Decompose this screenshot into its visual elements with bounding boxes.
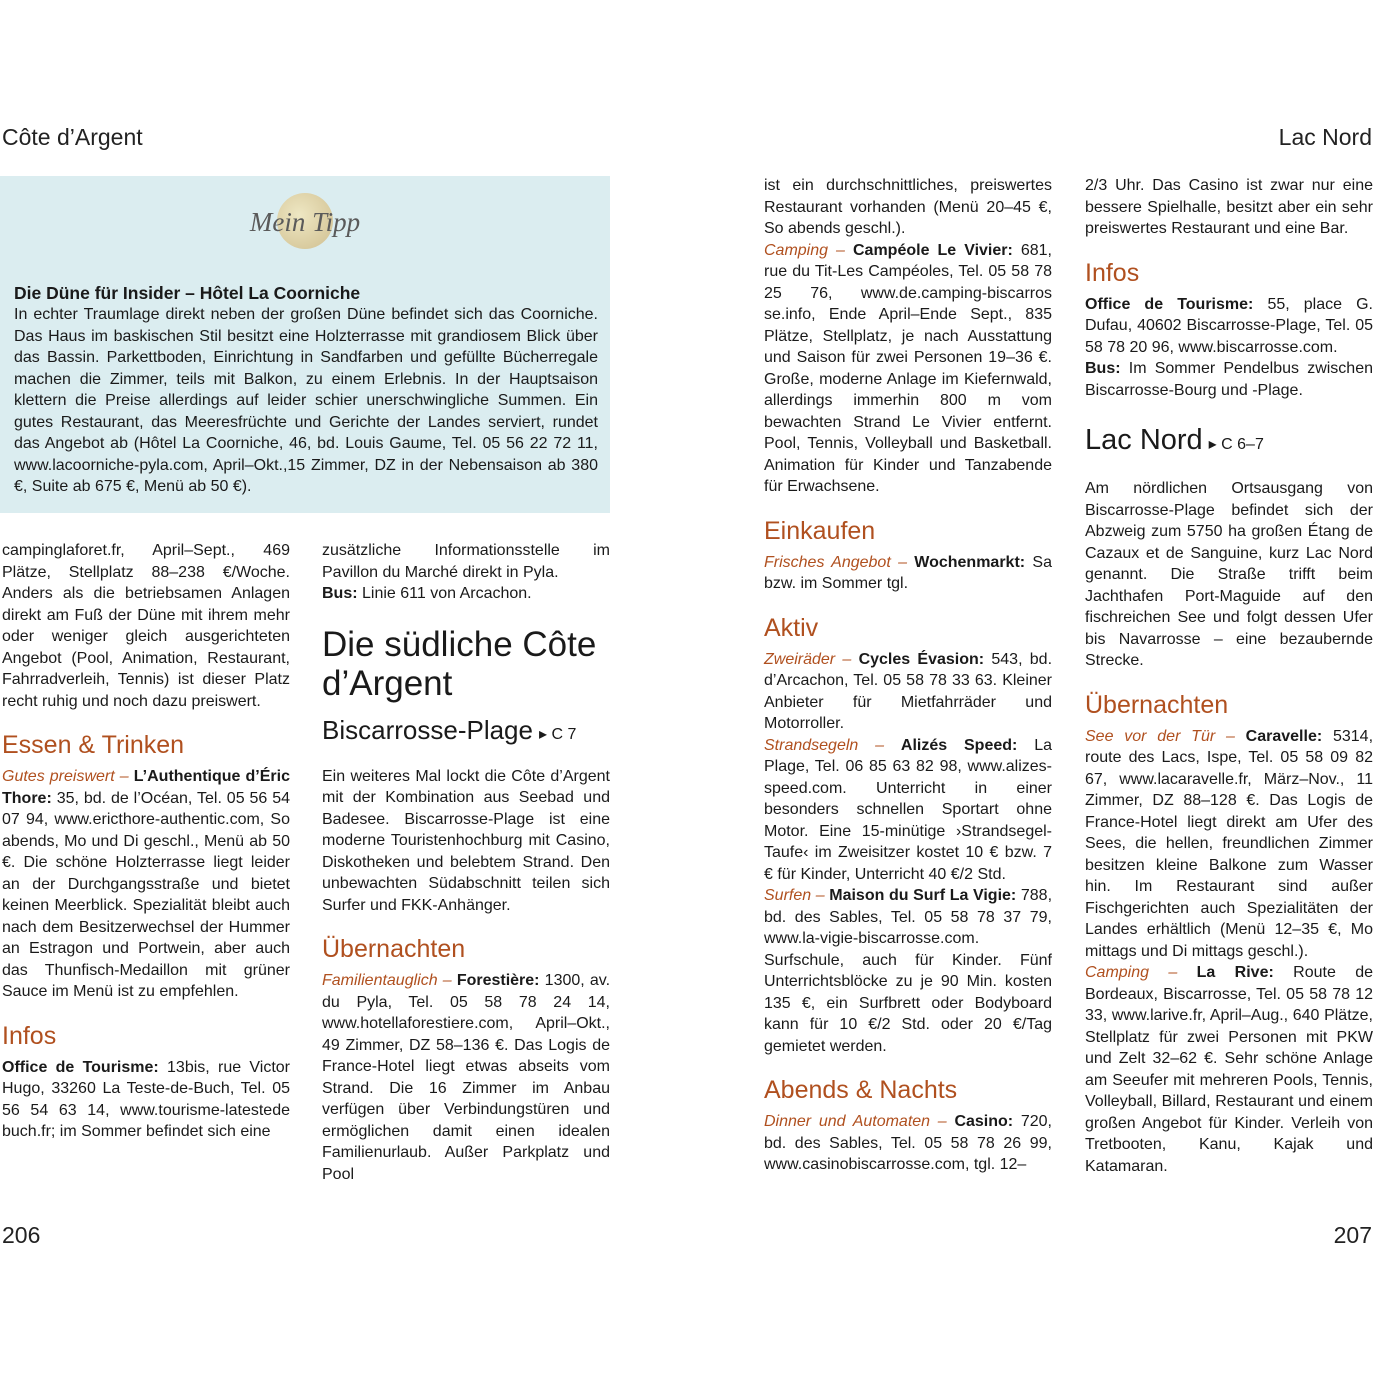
chapter-title: Die südliche Côte d’Argent: [322, 624, 597, 703]
heading-infos-lac: Infos: [1085, 258, 1140, 287]
uebernachten-lac-entry-2: [1085, 962, 1373, 1177]
bus-lac-text: Im Sommer Pendelbus zwischen Biscarrosse-Bourg und -Plage.: [1085, 360, 1373, 399]
camping-name: Campéole Le Vivier:: [853, 241, 1013, 259]
heading-einkaufen: Einkaufen: [764, 516, 876, 545]
essen-category: Gutes preiswert –: [2, 768, 129, 785]
mein-tipp-logo: [245, 193, 365, 253]
aktiv-entry-3: [764, 885, 1052, 1057]
heading-abends-nachts: Abends & Nachts: [764, 1076, 958, 1104]
uebernachten-text: 1300, av. du Pyla, Tel. 05 58 78 24 14, www.hotellaforestiere.com, April–Okt., 49 Zimmer, DZ 58–136 €. Das Logis de France-Hotel liegt etwas abseits vom Strand. Die 16 Zimmer im Anbau verfügen über Verbindungstüren und ermöglichen damit einen idealen Familienurlaub. Außer Parkplatz und Pool: [322, 972, 611, 1183]
column-3: [764, 175, 1052, 1176]
essen-entry: [2, 766, 290, 1003]
camping-category: Camping –: [764, 241, 845, 259]
col3-intro: ist ein durchschnittliches, preiswertes Restaurant vorhanden (Menü 20–45 €, So abends geschl.).: [764, 177, 1052, 237]
tip-text: In echter Traumlage direkt neben der großen Düne befindet sich das Coorniche. Das Haus im baskischen Stil besitzt eine Holzterrasse mit grandiosem Blick über das Bassin. Parkettboden, Einrichtung in Sandfarben und gefüllte Bücherregale machen die Zimmer, teils mit Balkon, zu einem Erlebnis. In der Hauptsaison klettern die Preise allerdings auf leider schier unerschwingliche Summen. Ein gutes Restaurant, das Meeresfrüchte und Gerichte der Landes serviert, rundet das Angebot ab (Hôtel La Coorniche, 46, bd. Louis Gaume, Tel. 05 56 22 72 11, www.lacoorniche-pyla.com, April–Okt.,15 Zimmer, DZ in der Nebensaison ab 380 €, Suite ab 675 €, Menü ab 50 €).: [14, 306, 598, 495]
aktiv-entry-1: [764, 649, 1052, 735]
abends-entry: [764, 1111, 1052, 1176]
infos-entry: [2, 1057, 290, 1143]
bus-text: Linie 611 von Arcachon.: [362, 585, 532, 602]
bus-lac-label: Bus:: [1085, 360, 1121, 377]
section-title-biscarrosse: [322, 715, 610, 750]
tip-box: [0, 176, 610, 513]
aktiv-1-name: Cycles Évasion:: [858, 650, 985, 668]
essen-text: 35, bd. de l’Océan, Tel. 05 56 54 07 94, www.ericthore-authentic.com, So abends, Mo und Di geschl., Menü ab 50 €. Die schöne Holzterrasse liegt leider an der Durchgangsstraße und bietet keinen Meerblick. Spezialität bleibt auch nach dem Besitzerwechsel der Hummer an Estragon und Portwein, aber auch das Thunfisch-Medaillon mit grüner Sauce im Menü ist zu empfehlen.: [2, 789, 290, 1000]
heading-essen-trinken: Essen & Trinken: [2, 731, 185, 759]
col2-intro: zusätzliche Informationsstelle im Pavillon du Marché direkt in Pyla.: [322, 542, 610, 581]
u2-text: Route de Bordeaux, Biscarrosse, Tel. 05 58 78 12 33, www.larive.fr, April–Aug., 640 Plätze, Stellplatz für zwei Personen mit PKW und Zelt 32–62 €. Sehr schöne Anlage am Seeufer mit mehreren Pools, Tennis, Volleyball, Billard, Restaurant und einem großen Angebot für Kinder. Verleih von Tretbooten, Kanu, Kajak und Katamaran.: [1085, 964, 1373, 1175]
aktiv-1-category: Zweiräder –: [764, 650, 852, 668]
running-head-right: Lac Nord: [1278, 124, 1372, 150]
einkaufen-name: Wochenmarkt:: [914, 553, 1026, 571]
mein-tipp-label: Mein Tipp: [249, 207, 361, 237]
page-number-right: 207: [1333, 1222, 1372, 1248]
column-2: [322, 540, 610, 1185]
lac-nord-map-reference: ▸ C 6–7: [1208, 436, 1264, 453]
bus-label: Bus:: [322, 585, 358, 602]
uebernachten-entry: [322, 970, 610, 1185]
abends-name: Casino:: [954, 1113, 1014, 1130]
camping-entry: [764, 240, 1052, 498]
bus-entry: [322, 583, 610, 605]
page-number-left: 206: [2, 1222, 41, 1248]
essen-name: L’Authentique d’Éric Thore:: [2, 768, 290, 807]
einkaufen-text: Sa bzw. im Sommer tgl.: [764, 553, 1052, 592]
u2-name: La Rive:: [1196, 964, 1274, 981]
section-title-text: Biscarrosse-Plage: [322, 714, 533, 745]
col1-intro: campinglaforet.fr, April–Sept., 469 Plätze, Stellplatz 88–238 €/Woche. Anders als die betriebsamen Anlagen direkt am Fuß der Düne mit ihrem mehr oder weniger gleich ausgerichteten Angebot (Pool, Animation, Restaurant, Fahrradverleih, Tennis) ist dieser Platz recht ruhig und noch dazu preiswert.: [2, 542, 290, 710]
u2-category: Camping –: [1085, 964, 1178, 981]
aktiv-2-text: La Plage, Tel. 06 85 63 82 98, www.alizes-speed.com. Unterricht in einer besonders schnellen Sportart ohne Motor. Eine 15-minütige ›Strandsegel-Taufe‹ im Zweisitzer kostet 10 € bzw. 7 € für Kinder, Unterricht 40 €/2 Std.: [764, 736, 1052, 883]
camping-text: 681, rue du Tit-Les Campéoles, Tel. 05 58 78 25 76, www.de.camping-biscarros se.info, Ende April–Ende Sept., 835 Plätze, Stellplatz, je nach Ausstattung und Saison für zwei Personen 19–36 €. Große, moderne Anlage im Kiefernwald, allerdings immerhin 800 m vom bewachten Strand Le Vivier entfernt. Pool, Tennis, Volleyball und Basketball. Animation für Kinder und Tanzabende für Erwachsene.: [764, 241, 1052, 495]
infos-lac-name: Office de Tourisme:: [1085, 295, 1254, 313]
u1-text: 5314, route des Lacs, Ispe, Tel. 05 58 09 82 67, www.lacaravelle.fr, März–Nov., 11 Zimmer, DZ 88–128 €. Das Logis de France-Hotel liegt direkt am Ufer des Sees, die hellen, freundlichen Zimmer besitzen kleine Balkone zum Wasser hin. Im Restaurant sind außer Fischgerichten auch Spezialitäten der Landes erhältlich (Menü 12–35 €, Mo mittags und Di mittags geschl.).: [1085, 727, 1374, 960]
col4-intro: 2/3 Uhr. Das Casino ist zwar nur eine bessere Spielhalle, besitzt aber ein sehr preiswertes Restaurant und eine Bar.: [1085, 177, 1373, 237]
map-reference: ▸ C 7: [538, 725, 577, 743]
column-1: [2, 540, 290, 1143]
infos-lac-entry: [1085, 294, 1373, 359]
lac-nord-title-text: Lac Nord: [1085, 424, 1203, 456]
einkaufen-category: Frisches Angebot –: [764, 553, 907, 571]
uebernachten-category: Familientauglich –: [322, 972, 452, 989]
infos-name: Office de Tourisme:: [2, 1058, 159, 1076]
tip-title: Die Düne für Insider – Hôtel La Coorniche: [14, 283, 361, 303]
running-head-left: Côte d’Argent: [2, 124, 143, 150]
infos-lac-text: 55, place G. Dufau, 40602 Biscarrosse-Plage, Tel. 05 58 78 20 96, www.biscarrosse.com.: [1085, 295, 1373, 356]
aktiv-2-name: Alizés Speed:: [900, 736, 1018, 754]
lac-nord-description: Am nördlichen Ortsausgang von Biscarrosse-Plage befindet sich der Abzweig zum 5750 ha großen Étang de Cazaux et de Sanguine, kurz Lac Nord genannt. Die Straße trifft beim Jachthafen Port-Maguide auf den fischreichen See und folgt dessen Ufer bis Navarrosse – eine bezaubernde Strecke.: [1085, 480, 1373, 669]
uebernachten-name: Forestière:: [456, 972, 540, 989]
column-4: [1085, 175, 1373, 1177]
einkaufen-entry: [764, 552, 1052, 595]
aktiv-3-category: Surfen –: [764, 887, 825, 904]
bus-lac-entry: [1085, 358, 1373, 401]
heading-infos: Infos: [2, 1021, 57, 1050]
uebernachten-lac-entry-1: [1085, 726, 1373, 963]
tip-body: [14, 282, 598, 498]
abends-text: 720, bd. des Sables, Tel. 05 58 78 26 99, www.casinobiscarrosse.com, tgl. 12–: [764, 1113, 1052, 1173]
heading-uebernachten-lac: Übernachten: [1085, 690, 1229, 719]
aktiv-entry-2: [764, 735, 1052, 886]
aktiv-3-text: 788, bd. des Sables, Tel. 05 58 78 37 79, www.la-vigie-biscarrosse.com. Surfschule, auch für Kinder. Fünf Unterrichtsblöcke zu je 90 Min. kosten 135 €, ein Surfbrett oder Bodyboard kann für 10 €/2 Std. oder 20 €/Tag gemietet werden.: [764, 887, 1053, 1055]
infos-text: 13bis, rue Victor Hugo, 33260 La Teste-de-Buch, Tel. 05 56 54 63 14, www.tourisme-latestede buch.fr; im Sommer befindet sich eine: [2, 1058, 290, 1140]
section-title-lac-nord: [1085, 423, 1373, 462]
biscarrosse-description: Ein weiteres Mal lockt die Côte d’Argent mit der Kombination aus Seebad und Badesee. Biscarrosse-Plage ist eine moderne Touristenhochburg mit Casino, Diskotheken und belebtem Strand. Den unbewachten Südabschnitt teilen sich Surfer und FKK-Anhänger.: [322, 767, 610, 914]
abends-category: Dinner und Automaten –: [764, 1113, 947, 1130]
heading-aktiv: Aktiv: [764, 613, 819, 642]
u1-name: Caravelle:: [1245, 727, 1323, 745]
aktiv-1-text: 543, bd. d’Arcachon, Tel. 05 58 78 33 63. Kleiner Anbieter für Mietfahrräder und Motorroller.: [764, 650, 1053, 732]
u1-category: See vor der Tür –: [1085, 727, 1235, 745]
aktiv-3-name: Maison du Surf La Vigie:: [829, 887, 1017, 904]
heading-uebernachten: Übernachten: [322, 935, 466, 963]
aktiv-2-category: Strandsegeln –: [764, 736, 885, 754]
